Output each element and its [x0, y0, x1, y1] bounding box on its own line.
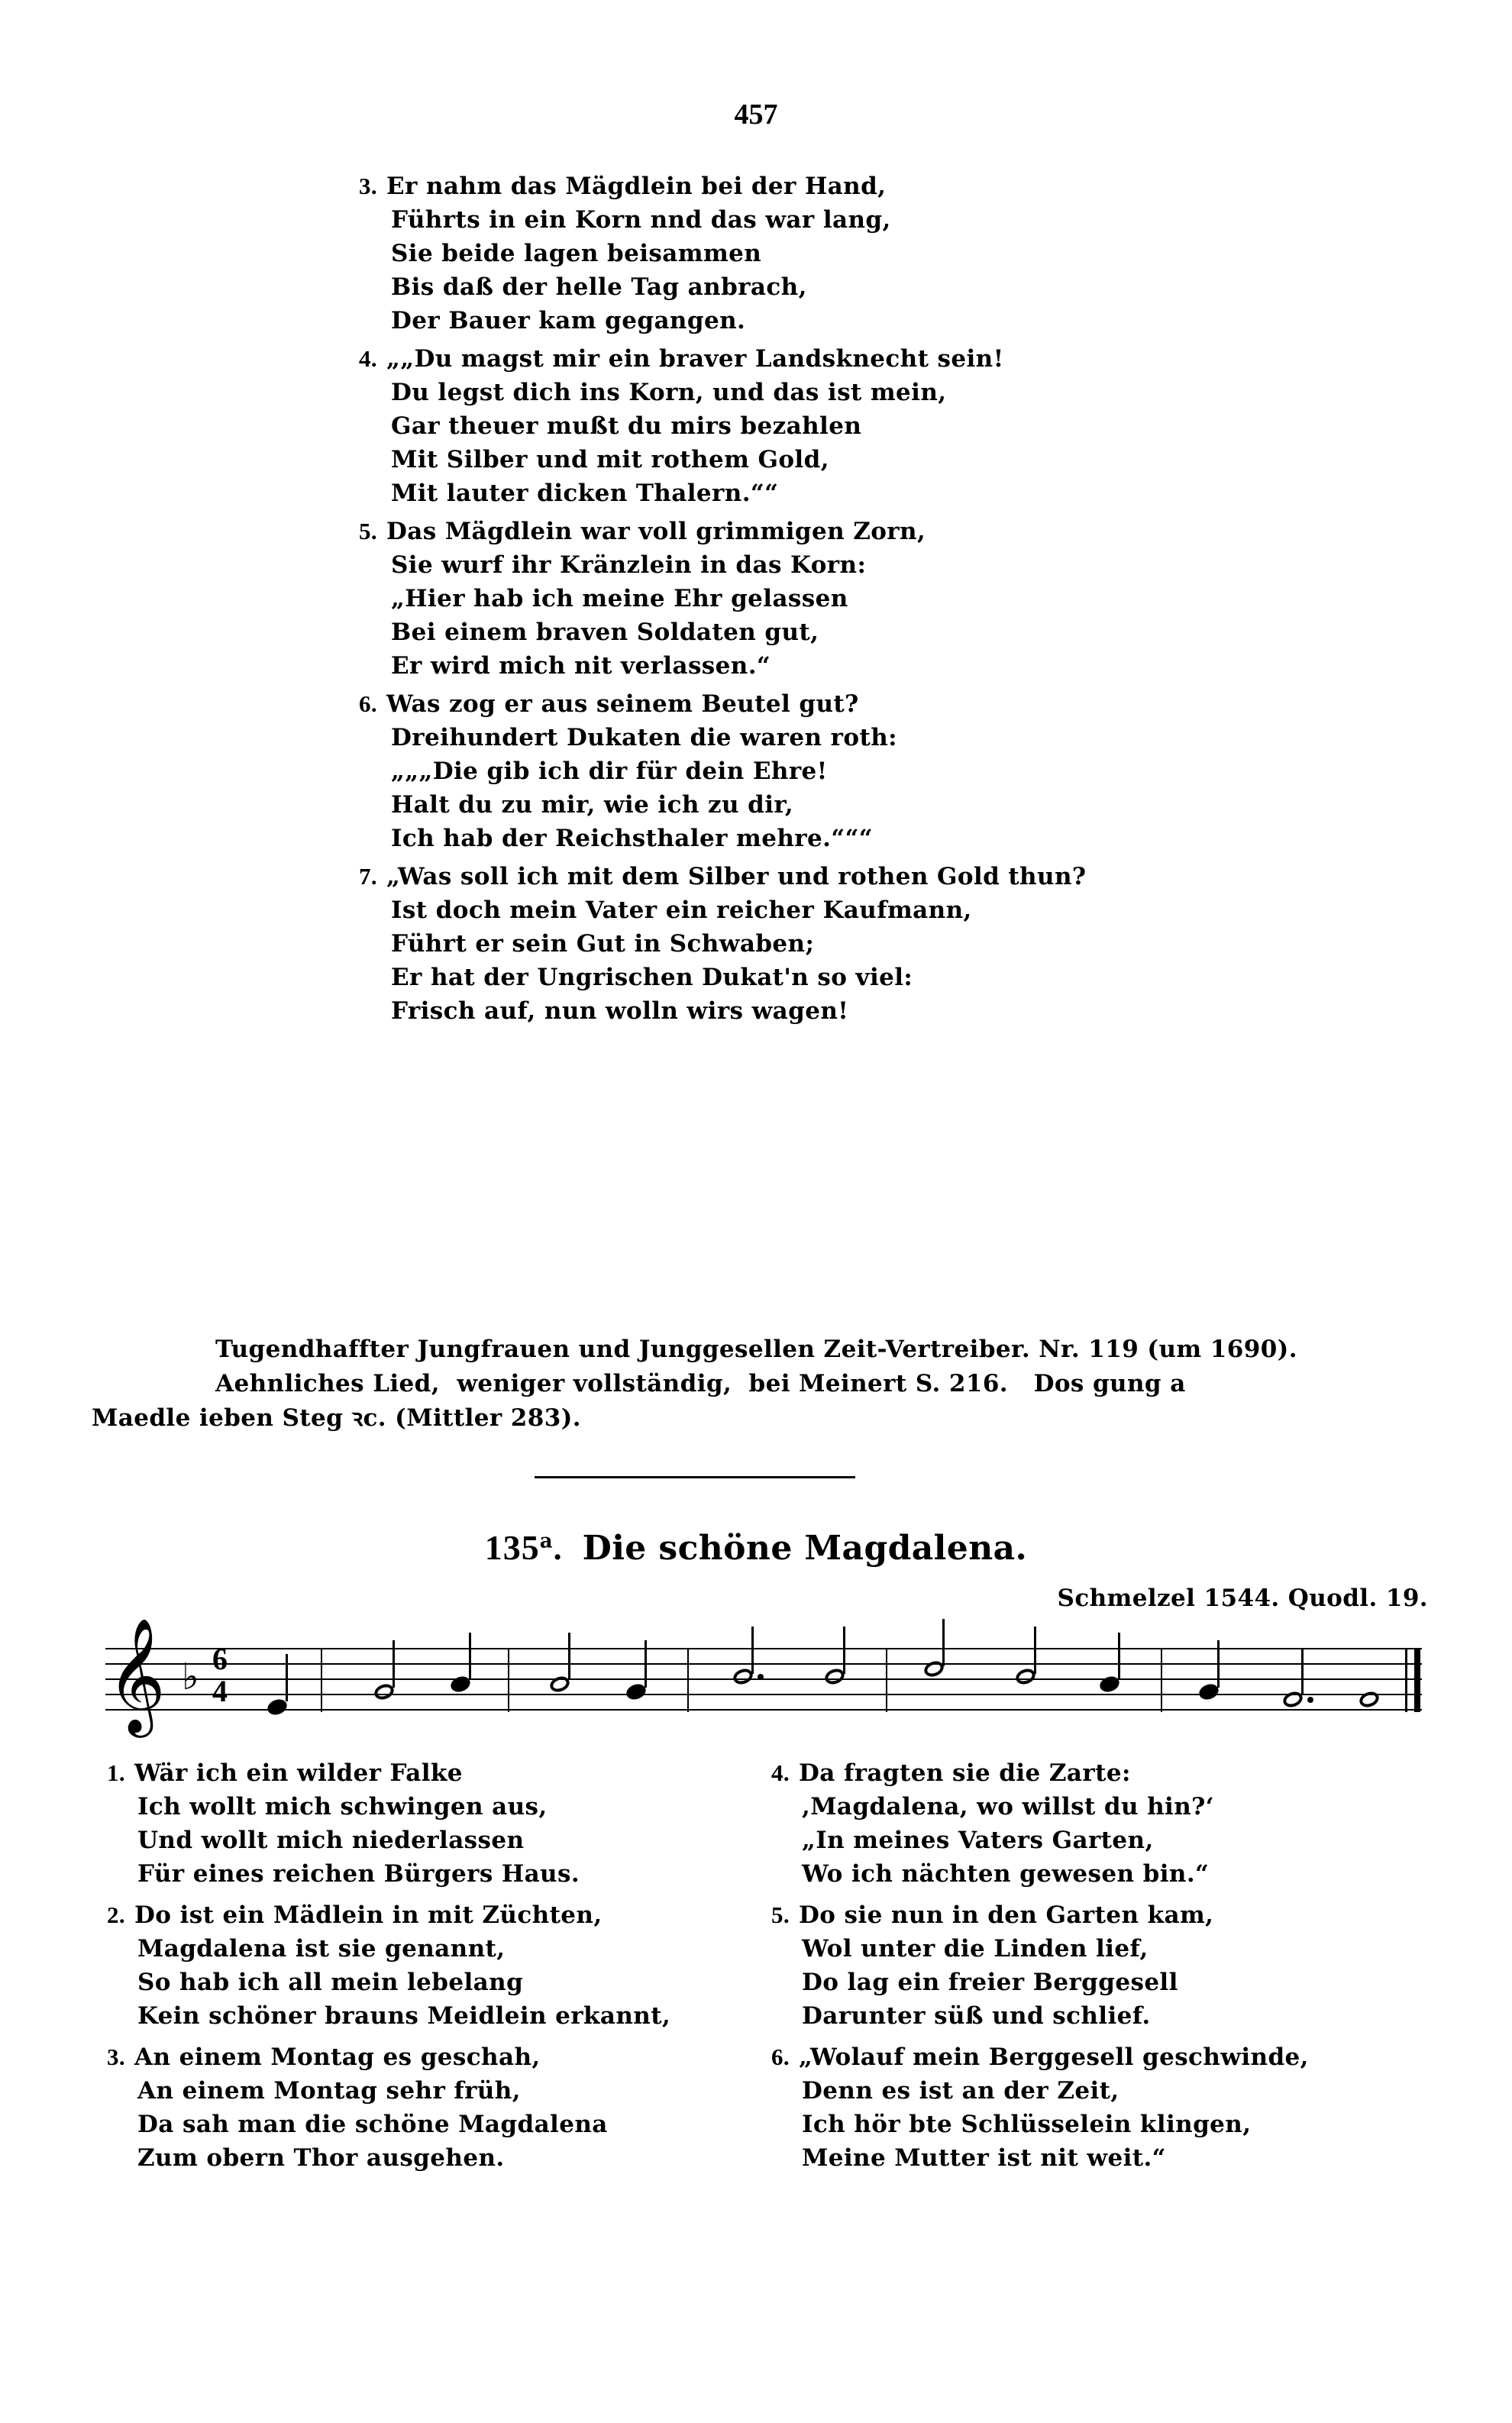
verse-line [107, 1898, 764, 1932]
stanza-line [359, 342, 1229, 376]
stanza-line: Du legst dich ins Korn, und das ist mein, [391, 379, 947, 406]
time-signature [212, 1643, 228, 1707]
song-attribution: Schmelzel 1544. Quodl. 19. [1057, 1585, 1428, 1612]
verse-line [771, 1756, 1428, 1790]
source-note-line: Tugendhaffter Jungfrauen und Junggesellen Zeit-Vertreiber. Nr. 119 (um 1690). [215, 1336, 1297, 1363]
stanza-6 [359, 687, 1229, 855]
verse-line [771, 1898, 1428, 1932]
verse-number: 3. [107, 2043, 126, 2070]
stanza-number: 6. [359, 690, 378, 717]
verse-line: Ich hör bte Schlüsselein klingen, [802, 2111, 1252, 2138]
verse-line-text: Do sie nun in den Garten kam, [799, 1901, 1214, 1929]
verse-2 [107, 1898, 764, 2033]
stanza-line: Halt du zu mir, wie ich zu dir, [391, 791, 794, 819]
song-title-text: Die schöne Magdalena. [582, 1529, 1028, 1568]
stanza-line: Führts in ein Korn nnd das war lang, [391, 206, 891, 234]
final-barline [1405, 1648, 1407, 1712]
verse-number: 1. [107, 1759, 126, 1786]
stanza-line: Ich hab der Reichsthaler mehre.“““ [391, 825, 874, 852]
stanza-line: Er hat der Ungrischen Dukat'n so viel: [391, 964, 913, 991]
verse-column-left [107, 1756, 764, 2182]
stanza-number: 4. [359, 345, 378, 372]
stanza-line-text: „„Du magst mir ein braver Landsknecht sein! [386, 345, 1004, 373]
barline [321, 1648, 322, 1712]
stanza-number: 7. [359, 863, 378, 890]
verse-1 [107, 1756, 764, 1891]
verse-number: 5. [771, 1901, 790, 1928]
stanza-7 [359, 860, 1229, 1028]
stanza-line: Frisch auf, nun wolln wirs wagen! [391, 997, 849, 1025]
verse-line [107, 1756, 764, 1790]
stanza-line: Der Bauer kam gegangen. [391, 307, 746, 334]
song-number-superscript: a [539, 1530, 554, 1553]
stanza-line [359, 515, 1229, 548]
verse-number: 2. [107, 1901, 126, 1928]
verse-line: Ich wollt mich schwingen aus, [137, 1793, 548, 1820]
verse-line: ,Magdalena, wo willst du hin?‘ [802, 1793, 1214, 1820]
verse-line: Denn es ist an der Zeit, [802, 2077, 1119, 2105]
verse-line [771, 2040, 1428, 2074]
stanza-line-text: Was zog er aus seinem Beutel gut? [386, 690, 859, 718]
verse-line: Darunter süß und schlief. [802, 2002, 1151, 2030]
verse-line: „In meines Vaters Garten, [802, 1827, 1154, 1854]
verse-line: Do lag ein freier Berggesell [802, 1969, 1178, 1996]
verse-line: Kein schöner brauns Meidlein erkannt, [137, 2002, 671, 2030]
verse-line-text: Da fragten sie die Zarte: [799, 1759, 1131, 1787]
song-number: 135 [484, 1528, 540, 1567]
stanza-line-text: Das Mägdlein war voll grimmigen Zorn, [386, 518, 926, 545]
barline [1161, 1648, 1162, 1712]
verse-number: 6. [771, 2043, 790, 2070]
stanza-line: Er wird mich nit verlassen.“ [391, 652, 771, 680]
verse-line: Für eines reichen Bürgers Haus. [137, 1860, 580, 1888]
verse-column-right [771, 1756, 1428, 2182]
stanza-line: Sie beide lagen beisammen [391, 240, 762, 267]
stanza-line: „Hier hab ich meine Ehr gelassen [391, 585, 848, 612]
source-note-line: Aehnliches Lied, weniger vollständig, bei Meinert S. 216. Dos gung a [215, 1370, 1186, 1397]
stanza-number: 5. [359, 518, 378, 544]
verse-line: So hab ich all mein lebelang [137, 1969, 524, 1996]
verse-line [107, 2040, 764, 2074]
verse-line-text: Do ist ein Mädlein in mit Züchten, [134, 1901, 603, 1929]
stanza-line: Führt er sein Gut in Schwaben; [391, 930, 815, 958]
verse-number: 4. [771, 1759, 790, 1786]
stanza-4 [359, 342, 1229, 510]
verse-line: Meine Mutter ist nit weit.“ [802, 2144, 1166, 2172]
stanza-line: Ist doch mein Vater ein reicher Kaufmann, [391, 897, 972, 924]
treble-clef-icon: 𝄞 [107, 1617, 166, 1733]
verse-3 [107, 2040, 764, 2175]
verse-line: Und wollt mich niederlassen [137, 1827, 525, 1854]
stanza-line-text: Er nahm das Mägdlein bei der Hand, [386, 173, 887, 200]
verse-line: Wol unter die Linden lief, [802, 1935, 1149, 1963]
stanza-line: „„„Die gib ich dir für dein Ehre! [391, 758, 828, 785]
stanza-line: Sie wurf ihr Kränzlein in das Korn: [391, 551, 867, 579]
stanza-line-text: „Was soll ich mit dem Silber und rothen Gold thun? [386, 863, 1087, 890]
stanza-line: Mit lauter dicken Thalern.““ [391, 480, 779, 507]
stanza-line: Gar theuer mußt du mirs bezahlen [391, 412, 862, 440]
verse-5 [771, 1898, 1428, 2033]
verse-line: Da sah man die schöne Magdalena [137, 2111, 608, 2138]
stanza-3 [359, 170, 1229, 338]
verse-line: Magdalena ist sie genannt, [137, 1935, 506, 1963]
stanza-number: 3. [359, 173, 378, 199]
barline [508, 1648, 509, 1712]
barline [886, 1648, 887, 1712]
verse-4 [771, 1756, 1428, 1891]
time-signature-bottom: 4 [212, 1674, 228, 1708]
music-staff [92, 1617, 1436, 1733]
song-title: 135$^a$. Die schöne Magdalena. [484, 1528, 1028, 1568]
stanza-line [359, 170, 1229, 203]
verse-line-text: „Wolauf mein Berggesell geschwinde, [799, 2043, 1309, 2071]
verse-line: An einem Montag sehr früh, [137, 2077, 521, 2105]
verse-6 [771, 2040, 1428, 2175]
stanza-line: Mit Silber und mit rothem Gold, [391, 446, 829, 473]
stanza-5 [359, 515, 1229, 683]
page-number: 457 [734, 99, 778, 131]
staff-lines [105, 1648, 1422, 1712]
stanza-line: Bei einem braven Soldaten gut, [391, 619, 819, 646]
time-signature-top: 6 [212, 1642, 228, 1676]
verse-line: Zum obern Thor ausgehen. [137, 2144, 505, 2172]
stanza-line [359, 860, 1229, 893]
flat-icon: ♭ [182, 1656, 199, 1698]
stanza-block-upper [359, 170, 1229, 1032]
source-note-line: Maedle ieben Steg ꝛc. (Mittler 283). [92, 1404, 581, 1432]
stanza-line: Dreihundert Dukaten die waren roth: [391, 724, 897, 751]
stanza-line: Bis daß der helle Tag anbrach, [391, 273, 807, 301]
source-note [92, 1333, 1459, 1436]
barline [687, 1648, 689, 1712]
section-divider [535, 1476, 855, 1478]
verse-line-text: Wär ich ein wilder Falke [134, 1759, 463, 1787]
verse-line: Wo ich nächten gewesen bin.“ [802, 1860, 1210, 1888]
stanza-line [359, 687, 1229, 721]
verse-line-text: An einem Montag es geschah, [134, 2043, 541, 2071]
final-barline-thick [1414, 1648, 1420, 1712]
